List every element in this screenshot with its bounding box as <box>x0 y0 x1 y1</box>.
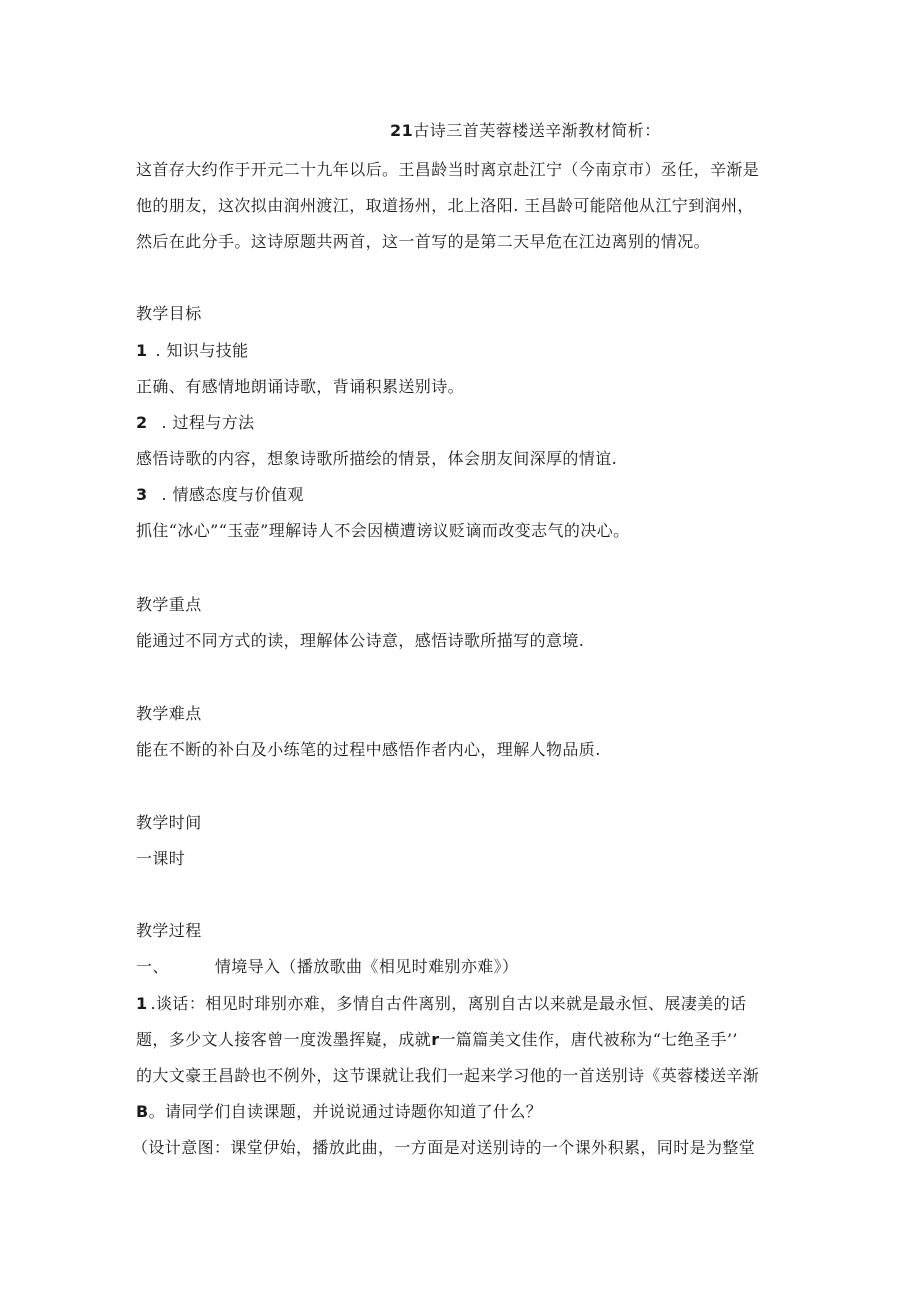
goal-1-content: 正确、有感情地朗诵诗歌，背诵积累送别诗。 <box>136 377 465 396</box>
goal-3-number: 3 <box>136 485 148 504</box>
goal-2-label <box>136 410 255 433</box>
goal-1-label <box>136 338 249 361</box>
title-text: 古诗三首芙蓉楼送辛渐教材简析： <box>413 121 661 140</box>
intro-line-1: 这首存大约作于开元二十九年以后。王昌龄当时离京赴江宁（今南京市）丞任，辛渐是 <box>136 160 760 179</box>
talk-line-3: 的大文豪王昌龄也不例外，这节课就让我们一起来学习他的一首送别诗《英蓉楼送辛渐 <box>136 1066 760 1085</box>
talk-line-4-c: 。请同学们自读课题，并说说通过诗题你知道了什么？ <box>148 1102 543 1121</box>
goal-2-content: 感悟诗歌的内容，想象诗歌所描绘的情景，体会朋友间深厚的情谊. <box>136 449 618 468</box>
talk-line-1 <box>136 991 746 1014</box>
talk-line-4 <box>136 1099 542 1122</box>
goal-3-label <box>136 482 304 505</box>
process-heading: 教学过程 <box>136 921 202 940</box>
goal-1-label-text: . 知识与技能 <box>155 341 249 360</box>
goal-2-number: 2 <box>136 413 148 432</box>
talk-line-2-c: 一篇篇美文佳作，唐代被称为“七绝圣手’’ <box>439 1030 738 1049</box>
goal-1-number: 1 <box>136 341 148 360</box>
time-heading: 教学时间 <box>136 813 202 832</box>
difficulties-content: 能在不断的补白及小练笔的过程中感悟作者内心，理解人物品质. <box>136 740 601 759</box>
key-points-content: 能通过不同方式的读，理解体公诗意，感悟诗歌所描写的意境. <box>136 631 585 650</box>
difficulties-heading: 教学难点 <box>136 704 202 723</box>
talk-number: 1 <box>136 994 148 1013</box>
talk-line-4-b: B <box>136 1102 149 1121</box>
time-content: 一课时 <box>136 849 186 868</box>
talk-line-2 <box>136 1027 738 1050</box>
goal-3-content: 抓住“冰心”“玉壶”理解诗人不会因横遭谤议贬谪而改变志气的决心。 <box>136 521 630 540</box>
process-step-one <box>136 954 518 977</box>
key-points-heading: 教学重点 <box>136 595 202 614</box>
document-title <box>390 118 661 141</box>
intro-line-2: 他的朋友，这次拟由润州渡江，取道扬州，北上洛阳. 王昌龄可能陪他从江宁到润州， <box>136 196 754 215</box>
goals-heading: 教学目标 <box>136 304 202 323</box>
step-one-text: 情境导入（播放歌曲《相见时难别亦难》） <box>214 957 519 976</box>
goal-3-label-text: . 情感态度与价值观 <box>161 485 304 504</box>
title-number: 21 <box>390 121 414 140</box>
design-note: （设计意图：课堂伊始，播放此曲，一方面是对送别诗的一个课外积累，同时是为整堂 <box>132 1138 756 1157</box>
goal-2-label-text: . 过程与方法 <box>161 413 255 432</box>
talk-line-2-a: 题，多少文人接客曾一度泼墨挥嶷，成就 <box>136 1030 432 1049</box>
talk-line-2-b: r <box>431 1030 440 1049</box>
step-one-marker: 一、 <box>136 957 169 976</box>
intro-line-3: 然后在此分手。这诗原题共两首，这一首写的是第二天早危在江边离别的情况。 <box>136 232 711 251</box>
talk-line-1-text: .谈话：相见时琲别亦难，多情自古件离别，离别自古以来就是最永恒、展凄美的话 <box>150 994 747 1013</box>
